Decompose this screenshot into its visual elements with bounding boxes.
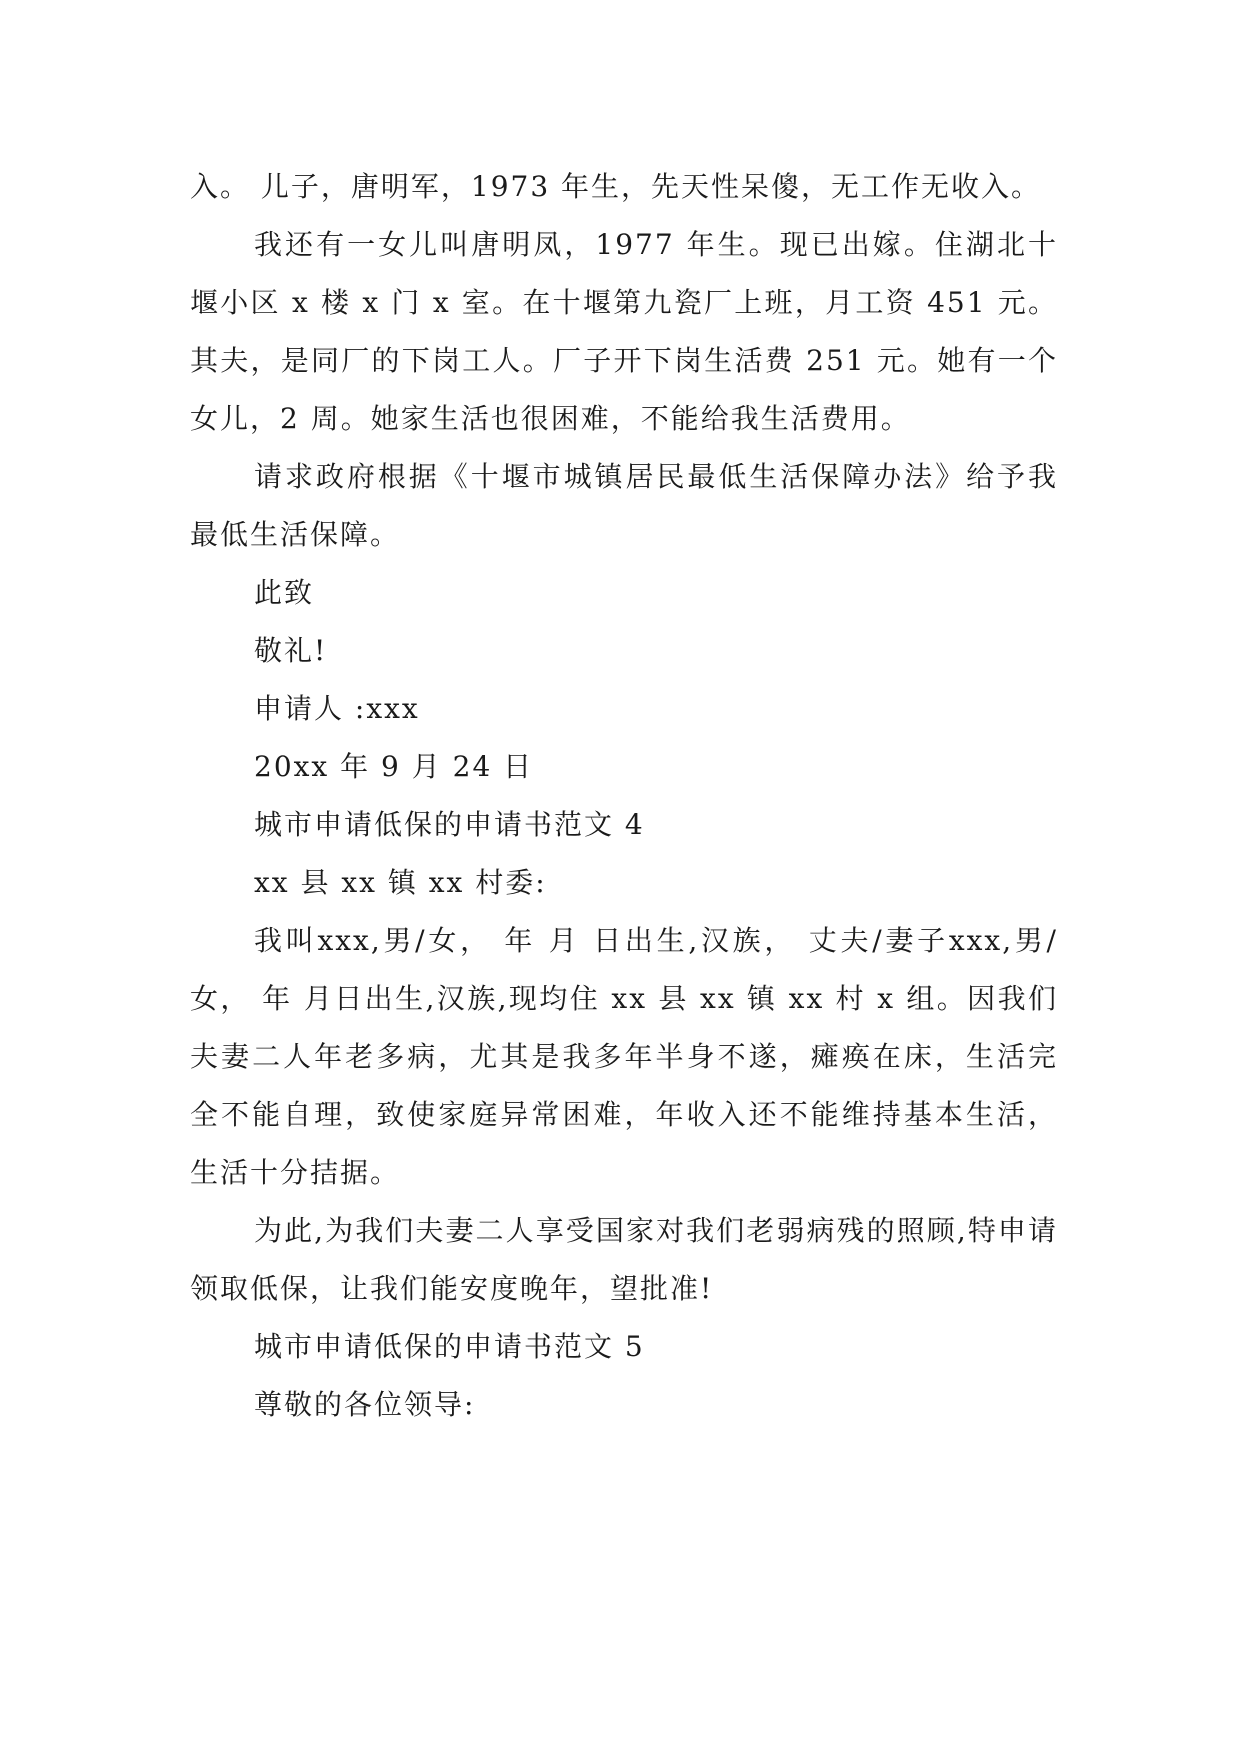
section-heading-sample-4: 城市申请低保的申请书范文 4 [254,808,645,841]
applicant-signature: 申请人 :xxx [254,692,420,725]
paragraph-continuation: 入。 儿子，唐明军，1973 年生，先天性呆傻，无工作无收入。 [190,170,1042,203]
paragraph-request: 请求政府根据《十堰市城镇居民最低生活保障办法》给予我最低生活保障。 [190,460,1058,551]
application-date: 20xx 年 9 月 24 日 [254,750,534,783]
closing-cizhi: 此致 [254,576,315,609]
document-body [190,158,1058,1434]
closing-jingli: 敬礼! [254,634,328,667]
paragraph-daughter-info: 我还有一女儿叫唐明凤，1977 年生。现已出嫁。住湖北十堰小区 x 楼 x 门 x 室。在十堰第九瓷厂上班，月工资 451 元。其夫，是同厂的下岗工人。厂子开下岗生活费 251 元。她有一个女儿，2 周。她家生活也很困难，不能给我生活费用。 [190,228,1058,435]
paragraph-applicant-situation: 我叫xxx,男/女， 年 月 日出生,汉族， 丈夫/妻子xxx,男/女， 年 月日出生,汉族,现均住 xx 县 xx 镇 xx 村 x 组。因我们夫妻二人年老多病，尤其是我多年半身不遂，瘫痪在床，生活完全不能自理，致使家庭异常困难，年收入还不能维持基本生活，生活十分拮据。 [190,924,1058,1189]
section-heading-sample-5: 城市申请低保的申请书范文 5 [254,1330,645,1363]
paragraph-application-purpose: 为此,为我们夫妻二人享受国家对我们老弱病残的照顾,特申请领取低保，让我们能安度晚年，望批准! [190,1214,1058,1305]
salutation-leaders: 尊敬的各位领导: [254,1388,476,1421]
salutation-village-committee: xx 县 xx 镇 xx 村委: [254,866,547,899]
